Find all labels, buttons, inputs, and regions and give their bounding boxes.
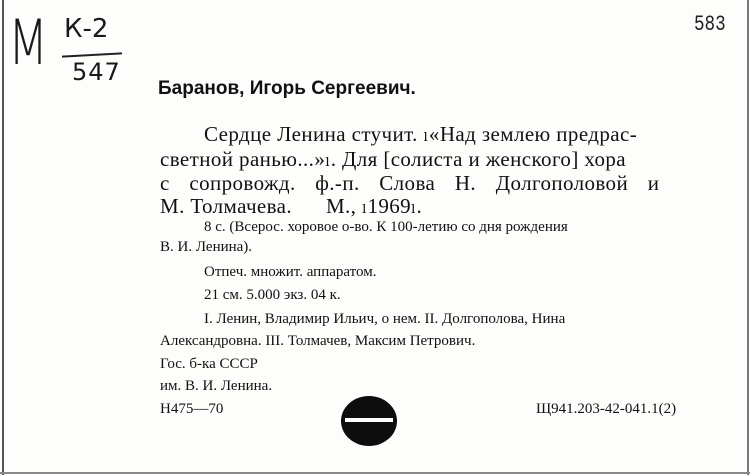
code-right: Щ941.203-42-041.1(2) <box>536 401 677 417</box>
subject-line: Александровна. III. Толмачев, Максим Петрович. <box>160 333 476 349</box>
code-left: Н475—70 <box>160 401 224 417</box>
handwritten-divider <box>62 52 122 57</box>
title-line: с сопровожд. ф.-п. Слова Н. Долгополовой и <box>160 171 660 195</box>
punch-hole <box>341 396 397 446</box>
title-line: Сердце Ленина стучит. ₗ«Над землею предрас- <box>204 122 638 146</box>
library-line: Гос. б-ка СССР <box>160 356 258 372</box>
handwritten-shelf-top: К-2 <box>64 14 109 44</box>
format-line: 21 см. 5.000 экз. 04 к. <box>204 287 341 303</box>
subject-line: I. Ленин, Владимир Ильич, о нем. II. Долгополова, Нина <box>204 311 566 327</box>
card-border-left <box>2 0 4 475</box>
stamp-number: 583 <box>694 12 726 37</box>
card-border-right <box>747 0 749 475</box>
library-line: им. В. И. Ленина. <box>160 378 273 394</box>
handwritten-letter: М <box>8 6 47 79</box>
handwritten-shelf-bottom: 547 <box>72 58 121 86</box>
description-line: 8 с. (Всерос. хоровое о-во. К 100-летию со дня рождения <box>204 219 568 235</box>
description-line: В. И. Ленина). <box>160 239 253 255</box>
title-line: светной ранью...»ₗ. Для [солиста и женского] хора <box>160 147 626 171</box>
printing-note: Отпеч. множит. аппаратом. <box>204 264 377 280</box>
author-heading: Баранов, Игорь Сергеевич. <box>158 78 416 99</box>
card-border-bottom <box>0 472 750 474</box>
title-line: М. Толмачева. М., ₗ1969ₗ. <box>160 194 423 218</box>
